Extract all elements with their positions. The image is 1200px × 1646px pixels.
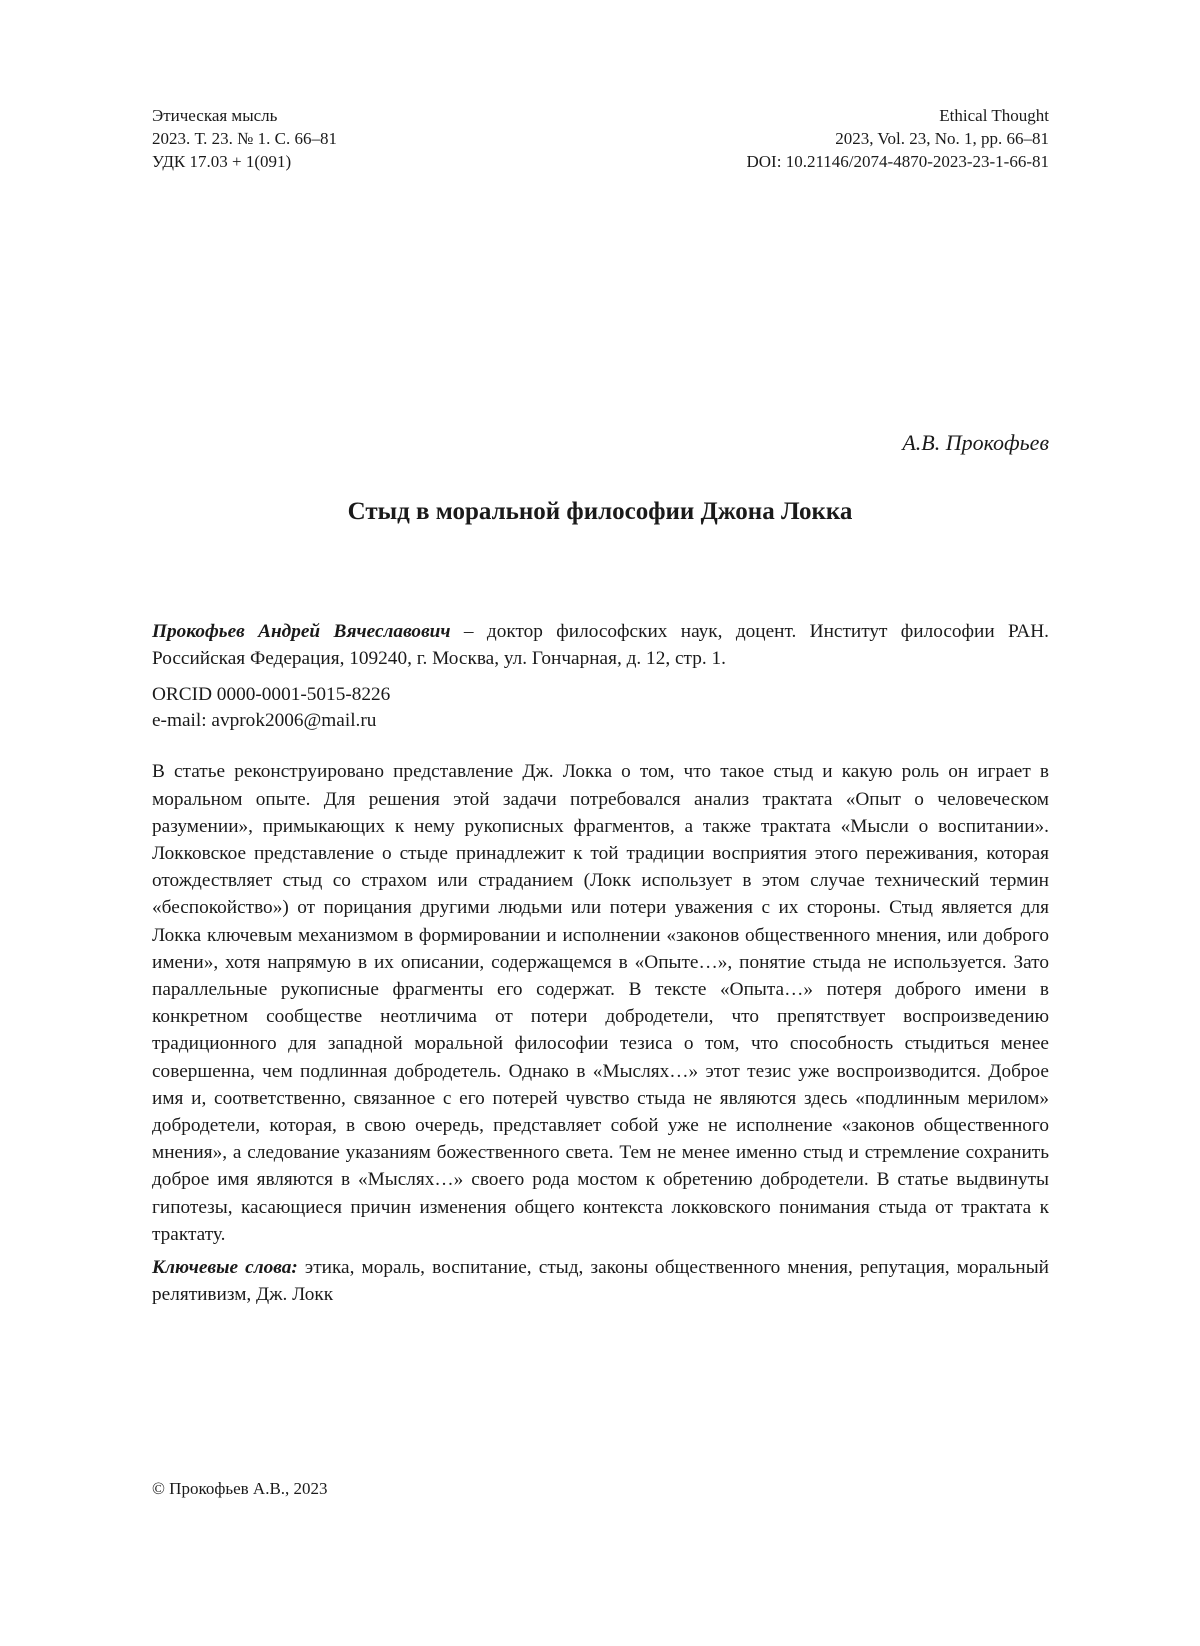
article-body [152,618,1049,1308]
article-title: Стыд в моральной философии Джона Локка [347,498,853,525]
copyright-notice: © Прокофьев А.В., 2023 [152,1479,328,1498]
orcid: ORCID 0000-0001-5015-8226 [152,684,391,706]
header-left [152,104,337,173]
header-right [747,104,1050,173]
journal-name-ru: Этическая мысль [152,106,278,125]
keywords-label: Ключевые слова: [152,1257,298,1279]
journal-name-en: Ethical Thought [939,106,1049,125]
author-byline: А.В. Прокофьев [902,430,1049,455]
email: e-mail: avprok2006@mail.ru [152,710,377,732]
author-details: – доктор философских наук, доцент. Институт философии РАН. Российская Федерация, 109240, г. Москва, ул. Гончарная, д. 12, стр. 1. [152,621,1049,670]
author-full-name: Прокофьев Андрей Вячеславович [152,621,451,642]
doi: DOI: 10.21146/2074-4870-2023-23-1-66-81 [746,152,1049,171]
keywords-text: этика, мораль, воспитание, стыд, законы общественного мнения, репутация, моральный релятивизм, Дж. Локк [152,1257,1049,1306]
author-contacts [152,682,1049,734]
page-header [152,104,1049,173]
keywords [152,1254,1049,1308]
abstract: В статье реконструировано представление Дж. Локка о том, что такое стыд и какую роль он играет в моральном опыте. Для решения этой задачи потребовался анализ трактата «Опыт о человеческом разумении», примыкающих к нему рукописных фрагментов, а также трактата «Мысли о воспитании». Локковское представление о стыде принадлежит к той традиции восприятия этого переживания, которая отождествляет стыд со страхом или страданием (Локк использует в этом случае технический термин «беспокойство») от порицания другими людьми или потери уважения с их стороны. Стыд является для Локка ключевым механизмом в формировании и исполнении «законов общественного мнения, или доброго имени», хотя напрямую в их описании, содержащемся в «Опыте…», понятие стыда не используется. Зато параллельные рукописные фрагменты его содержат. В тексте «Опыта…» потеря доброго имени в конкретном сообществе неотличима от потери добродетели, что препятствует воспроизведению традиционного для западной моральной философии тезиса о том, что способность стыдиться менее совершенна, чем подлинная добродетель. Однако в «Мыслях…» этот тезис уже воспроизводится. Доброе имя и, соответственно, связанное с его потерей чувство стыда не являются здесь «подлинным мерилом» добродетели, которая, в свою очередь, представляет собой уже не исполнение «законов общественного мнения», а следование указаниям божественного света. Тем не менее именно стыд и стремление сохранить доброе имя являются в «Мыслях…» своего рода мостом к обретению добродетели. В статье выдвинуты гипотезы, касающиеся причин изменения общего контекста локковского понимания стыда от трактата к трактату. [152,761,1049,1245]
issue-info-ru: 2023. Т. 23. № 1. С. 66–81 [152,129,337,148]
issue-info-en: 2023, Vol. 23, No. 1, pp. 66–81 [835,129,1049,148]
author-affiliation [152,618,1049,672]
udc-code: УДК 17.03 + 1(091) [152,152,292,171]
